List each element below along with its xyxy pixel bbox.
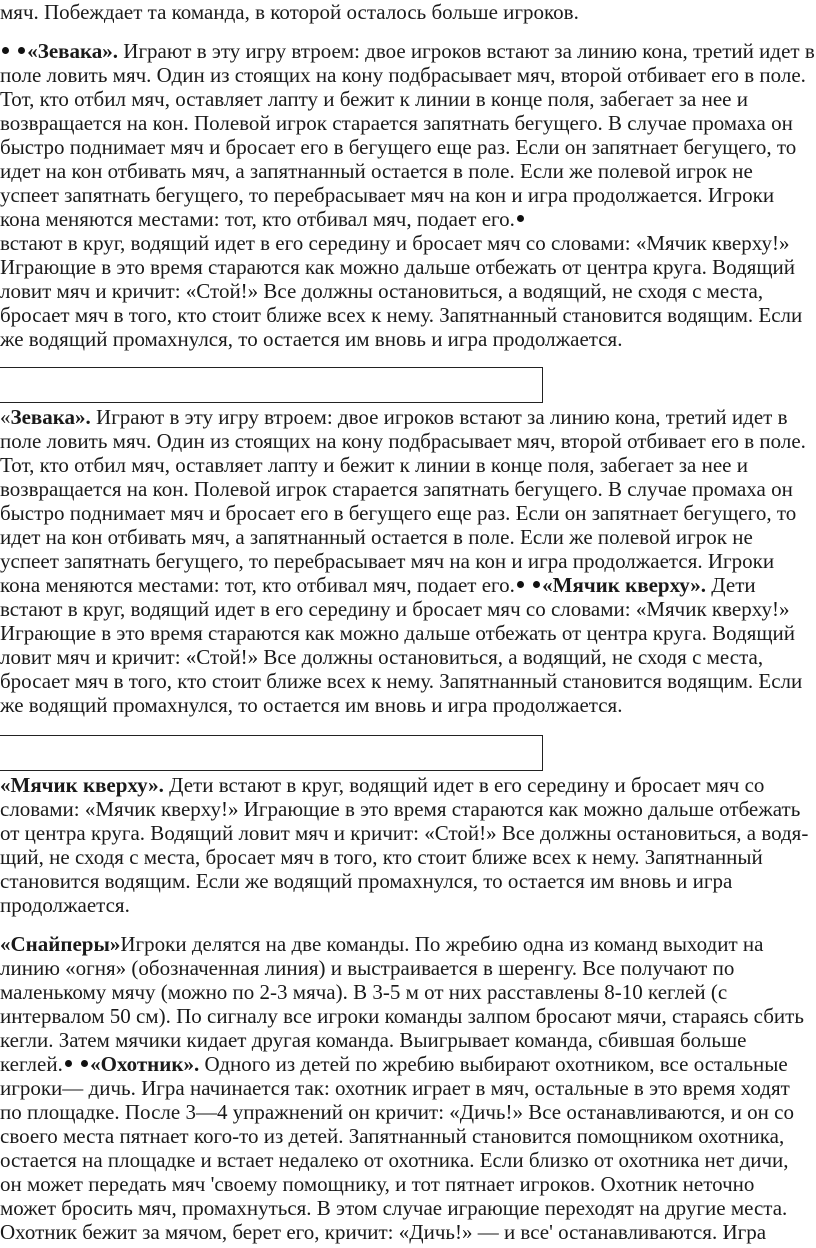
text-segment (526, 573, 531, 597)
text-line (0, 1028, 746, 1052)
text-line (0, 573, 756, 597)
text-segment: поле ловить мяч. Один из стоящих на кону подбрасывает мяч, второй отбивает его в поле. (0, 63, 806, 87)
bullet-icon (533, 581, 540, 588)
text-segment: Играющие в это время стараются как можно дальше отбежать от центра круга. Водящий (0, 621, 796, 645)
text-line (0, 0, 579, 24)
text-line (0, 693, 622, 717)
text-segment (11, 39, 16, 63)
text-line (0, 183, 774, 207)
bold-heading-text: «Зевака». (27, 39, 119, 63)
text-segment: возвращается на кон. Полевой игрок старается запятнать бегущего. В случае промаха он (0, 477, 793, 501)
text-line (0, 279, 763, 303)
text-segment: маленькому мячу (можно по 2-3 мяча). В 3-5 м от них расставлены 8-10 кеглей (с (0, 980, 728, 1004)
text-line (0, 1196, 787, 1220)
text-segment: быстро поднимает мяч и бросает его в бегущего еще раз. Если он запятнает бегущего, то (0, 135, 797, 159)
text-segment: бросает мяч в того, кто стоит ближе всех к нему. Запятнанный становится водящим. Если (0, 303, 803, 327)
text-line (0, 669, 802, 693)
text-line (0, 135, 796, 159)
text-segment: по площадке. После 3—4 упражнений он кричит: «Дичь!» Все останавливаются, и он со (0, 1100, 794, 1124)
text-segment: остается на площадке и встает недалеко от охотника. Если близко от охотника нет дичи, (0, 1148, 789, 1172)
text-line (0, 821, 808, 845)
text-line (0, 429, 806, 453)
text-segment: Охотник бежит за мячом, берет его, кричит: «Дичь!» — и все' останавливаются. Игра (0, 1220, 767, 1244)
text-line (0, 932, 763, 956)
text-segment: кона меняются местами: тот, кто отбивал мяч, подает его. (0, 207, 515, 231)
text-segment: Дети (706, 573, 756, 597)
text-segment: он может передать мяч 'своему помощнику, и тот пятнает игроков. Охотник неточно (0, 1172, 755, 1196)
text-line (0, 255, 795, 279)
text-segment: идет на кон отбивать мяч, а запятнанный остается в поле. Если же полевой игрок не (0, 525, 753, 549)
text-line (0, 159, 753, 183)
text-segment: идет на кон отбивать мяч, а запятнанный остается в поле. Если же полевой игрок не (0, 159, 753, 183)
text-segment: от центра круга. Водящий ловит мяч и кричит: «Стой!» Все должны остановиться, а водя- (0, 821, 809, 845)
text-segment: щий, не сходя с места, бросает мяч в того, кто стоит ближе всех к нему. Запятнанный (0, 845, 763, 869)
bold-heading-text: «Охотник». (90, 1052, 200, 1076)
text-line (0, 453, 748, 477)
bullet-icon (517, 581, 524, 588)
text-line (0, 231, 789, 255)
blank-box-2 (0, 735, 543, 771)
text-segment: Игроки делятся на две команды. По жребию одна из команд выходит на (120, 932, 764, 956)
text-segment: встают в круг, водящий идет в его середину и бросает мяч со словами: «Мячик кверху!» (0, 597, 790, 621)
text-line (0, 1172, 754, 1196)
text-segment: успеет запятнать бегущего, то перебрасывает мяч на кон и игра продолжается. Игроки (0, 549, 775, 573)
text-segment: успеет запятнать бегущего, то перебрасывает мяч на кон и игра продолжается. Игроки (0, 183, 775, 207)
text-segment: поле ловить мяч. Один из стоящих на кону подбрасывает мяч, второй отбивает его в поле. (0, 429, 806, 453)
text-line (0, 525, 753, 549)
text-segment: же водящий промахнулся, то остается им вновь и игра продолжается. (0, 327, 623, 351)
bullet-icon (2, 47, 9, 54)
bullet-icon (65, 1060, 72, 1067)
text-segment: кеглей. (0, 1052, 63, 1076)
text-segment: становится водящим. Если же водящий промахнулся, то остается им вновь и игра (0, 869, 733, 893)
text-segment: ловит мяч и кричит: «Стой!» Все должны остановиться, а водящий, не сходя с места, (0, 279, 764, 303)
text-segment: Тот, кто отбил мяч, оставляет лапту и бежит к линии в конце поля, забегает за нее и (0, 87, 748, 111)
text-segment (74, 1052, 79, 1076)
text-segment: Играющие в это время стараются как можно дальше отбежать от центра круга. Водящий (0, 255, 796, 279)
text-segment: словами: «Мячик кверху!» Играющие в это время стараются как можно дальше отбежать (0, 797, 801, 821)
bullet-icon (18, 47, 25, 54)
text-line (0, 1148, 789, 1172)
text-segment: Играют в эту игру втроем: двое игроков встают за линию кона, третий идет в (118, 39, 815, 63)
text-segment: Играют в эту игру втроем: двое игроков встают за линию кона, третий идет в (90, 405, 788, 429)
text-line (0, 87, 748, 111)
text-segment: линию «огня» (обозначенная линия) и выстраивается в шеренгу. Все получают по (0, 956, 735, 980)
text-segment: кона меняются местами: тот, кто отбивал мяч, подает его. (0, 573, 515, 597)
text-segment: мяч. Побеждает та команда, в которой осталось больше игроков. (0, 0, 579, 24)
text-line (0, 303, 802, 327)
bold-heading-text: «Мячик кверху». (0, 773, 164, 797)
text-line (0, 1052, 788, 1076)
text-line (0, 477, 793, 501)
bold-heading-text: «Мячик кверху». (542, 573, 707, 597)
bullet-icon (517, 215, 524, 222)
text-line (0, 845, 763, 869)
text-line (0, 980, 727, 1004)
text-segment: возвращается на кон. Полевой игрок старается запятнать бегущего. В случае промаха он (0, 111, 793, 135)
text-line (0, 405, 787, 429)
text-line (0, 621, 795, 645)
text-segment: быстро поднимает мяч и бросает его в бегущего еще раз. Если он запятнает бегущего, то (0, 501, 797, 525)
text-line (0, 645, 763, 669)
text-line (0, 327, 622, 351)
text-segment: « (0, 405, 11, 429)
bold-heading-text: Зевака». (10, 405, 91, 429)
text-segment: Тот, кто отбил мяч, оставляет лапту и бежит к линии в конце поля, забегает за нее и (0, 453, 748, 477)
text-line (0, 501, 796, 525)
text-line (0, 1220, 766, 1244)
text-line (0, 1004, 804, 1028)
text-segment: Дети встают в круг, водящий идет в его середину и бросает мяч со (163, 773, 765, 797)
text-segment: может бросить мяч, промахнуться. В этом случае играющие переходят на другие места. (0, 1196, 788, 1220)
text-line (0, 773, 764, 797)
text-segment: своего места пятнает кого-то из детей. Запятнанный становится помощником охотника, (0, 1124, 785, 1148)
text-segment: продолжается. (0, 893, 130, 917)
text-line (0, 111, 793, 135)
text-segment: же водящий промахнулся, то остается им вновь и игра продолжается. (0, 693, 623, 717)
bold-heading-text: «Снайперы» (0, 932, 121, 956)
text-line (0, 893, 130, 917)
bullet-icon (81, 1060, 88, 1067)
text-line (0, 597, 789, 621)
text-segment: игроки— дичь. Игра начинается так: охотник играет в мяч, остальные в это время ходят (0, 1076, 790, 1100)
text-line (0, 1076, 790, 1100)
text-segment: кегли. Затем мячики кидает другая команда. Выигрывает команда, сбившая больше (0, 1028, 747, 1052)
text-segment: Одного из детей по жребию выбирают охотником, все остальные (199, 1052, 788, 1076)
text-segment: встают в круг, водящий идет в его середину и бросает мяч со словами: «Мячик кверху!» (0, 231, 790, 255)
text-segment: бросает мяч в того, кто стоит ближе всех к нему. Запятнанный становится водящим. Если (0, 669, 803, 693)
text-line (0, 1100, 794, 1124)
text-segment: интервалом 50 см). По сигналу все игроки команды залпом бросают мячи, стараясь сбить (0, 1004, 804, 1028)
text-line (0, 63, 806, 87)
blank-box-1 (0, 367, 543, 403)
text-segment: ловит мяч и кричит: «Стой!» Все должны остановиться, а водящий, не сходя с места, (0, 645, 764, 669)
text-line (0, 549, 774, 573)
text-line (0, 39, 815, 63)
text-line (0, 956, 734, 980)
text-line (0, 869, 732, 893)
text-line (0, 1124, 784, 1148)
text-line (0, 207, 526, 231)
text-line (0, 797, 800, 821)
